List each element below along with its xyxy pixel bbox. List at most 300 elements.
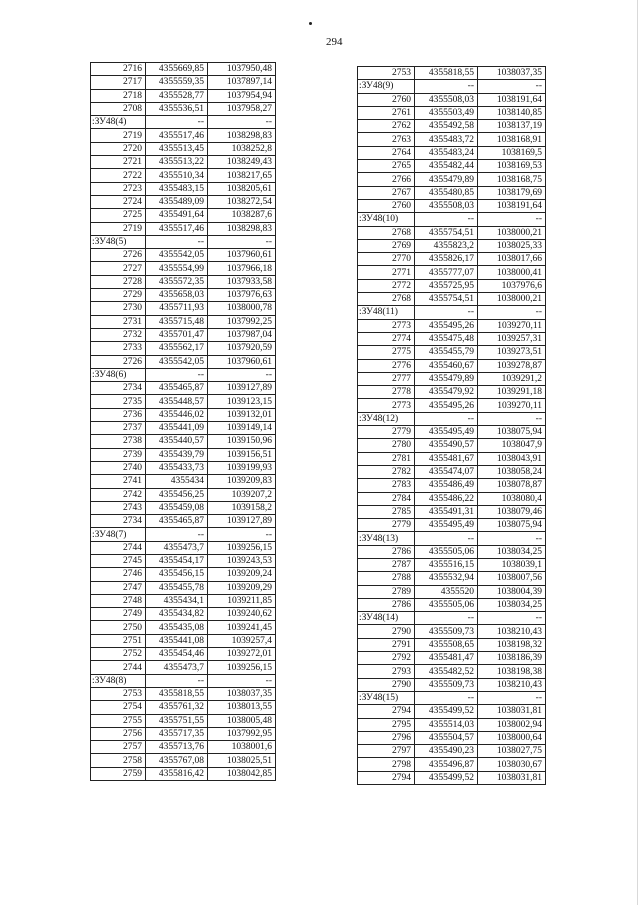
x-coordinate-cell: 4355513,45 bbox=[146, 142, 208, 155]
point-number-cell: 2725 bbox=[91, 209, 146, 222]
x-coordinate-cell: -- bbox=[415, 612, 478, 625]
y-coordinate-cell: 1038249,43 bbox=[208, 156, 276, 169]
x-coordinate-cell: 4355711,93 bbox=[146, 302, 208, 315]
y-coordinate-cell: 1039270,11 bbox=[478, 319, 546, 332]
section-label-cell: :ЗУ48(6) bbox=[91, 368, 146, 381]
x-coordinate-cell: 4355486,49 bbox=[415, 479, 478, 492]
x-coordinate-cell: -- bbox=[146, 116, 208, 129]
table-row bbox=[91, 302, 276, 315]
table-row bbox=[358, 372, 546, 385]
x-coordinate-cell: 4355499,52 bbox=[415, 705, 478, 718]
table-row bbox=[91, 275, 276, 288]
x-coordinate-cell: 4355495,49 bbox=[415, 519, 478, 532]
point-number-cell: 2729 bbox=[91, 289, 146, 302]
y-coordinate-cell: -- bbox=[208, 674, 276, 687]
table-row bbox=[358, 359, 546, 372]
x-coordinate-cell: -- bbox=[415, 412, 478, 425]
table-row bbox=[91, 568, 276, 581]
section-header-row bbox=[358, 80, 546, 93]
x-coordinate-cell: 4355754,51 bbox=[415, 226, 478, 239]
table-row bbox=[358, 199, 546, 212]
section-header-row bbox=[358, 306, 546, 319]
point-number-cell: 2751 bbox=[91, 634, 146, 647]
y-coordinate-cell: 1038079,46 bbox=[478, 505, 546, 518]
y-coordinate-cell: -- bbox=[208, 528, 276, 541]
table-row bbox=[358, 120, 546, 133]
table-row bbox=[358, 146, 546, 159]
x-coordinate-cell: 4355554,99 bbox=[146, 262, 208, 275]
x-coordinate-cell: 4355509,73 bbox=[415, 678, 478, 691]
table-row bbox=[358, 332, 546, 345]
section-header-row bbox=[358, 612, 546, 625]
table-row bbox=[358, 173, 546, 186]
x-coordinate-cell: 4355482,52 bbox=[415, 665, 478, 678]
table-row bbox=[91, 701, 276, 714]
table-row bbox=[91, 661, 276, 674]
x-coordinate-cell: 4355455,79 bbox=[415, 346, 478, 359]
y-coordinate-cell: 1039156,51 bbox=[208, 448, 276, 461]
point-number-cell: 2746 bbox=[91, 568, 146, 581]
table-row bbox=[91, 262, 276, 275]
section-header-row bbox=[91, 116, 276, 129]
table-row bbox=[358, 465, 546, 478]
x-coordinate-cell: 4355435,08 bbox=[146, 621, 208, 634]
y-coordinate-cell: 1038168,91 bbox=[478, 133, 546, 146]
point-number-cell: 2726 bbox=[91, 249, 146, 262]
table-row bbox=[358, 678, 546, 691]
table-row bbox=[358, 519, 546, 532]
point-number-cell: 2738 bbox=[91, 435, 146, 448]
x-coordinate-cell: -- bbox=[415, 80, 478, 93]
x-coordinate-cell: -- bbox=[415, 691, 478, 704]
y-coordinate-cell: 1039207,2 bbox=[208, 488, 276, 501]
x-coordinate-cell: -- bbox=[415, 306, 478, 319]
table-row bbox=[358, 545, 546, 558]
table-row bbox=[91, 594, 276, 607]
y-coordinate-cell: 1038169,53 bbox=[478, 160, 546, 173]
table-row bbox=[91, 328, 276, 341]
point-number-cell: 2743 bbox=[91, 501, 146, 514]
y-coordinate-cell: 1037958,27 bbox=[208, 102, 276, 115]
section-label-cell: :ЗУ48(8) bbox=[91, 674, 146, 687]
point-number-cell: 2790 bbox=[358, 678, 415, 691]
section-label-cell: :ЗУ48(14) bbox=[358, 612, 415, 625]
section-label-cell: :ЗУ48(9) bbox=[358, 80, 415, 93]
x-coordinate-cell: 4355481,67 bbox=[415, 452, 478, 465]
x-coordinate-cell: 4355499,52 bbox=[415, 771, 478, 784]
y-coordinate-cell: 1039127,89 bbox=[208, 382, 276, 395]
table-row bbox=[358, 625, 546, 638]
point-number-cell: 2727 bbox=[91, 262, 146, 275]
point-number-cell: 2736 bbox=[91, 408, 146, 421]
point-number-cell: 2768 bbox=[358, 226, 415, 239]
table-row bbox=[358, 665, 546, 678]
x-coordinate-cell: 4355490,23 bbox=[415, 745, 478, 758]
table-row bbox=[91, 209, 276, 222]
x-coordinate-cell: -- bbox=[146, 528, 208, 541]
y-coordinate-cell: 1038007,56 bbox=[478, 572, 546, 585]
y-coordinate-cell: 1039127,89 bbox=[208, 515, 276, 528]
x-coordinate-cell: 4355559,35 bbox=[146, 76, 208, 89]
scan-dot bbox=[309, 22, 312, 25]
x-coordinate-cell: 4355520 bbox=[415, 585, 478, 598]
y-coordinate-cell: 1039149,14 bbox=[208, 422, 276, 435]
point-number-cell: 2716 bbox=[91, 63, 146, 76]
x-coordinate-cell: 4355516,15 bbox=[415, 558, 478, 571]
y-coordinate-cell: 1039291,18 bbox=[478, 386, 546, 399]
section-label-cell: :ЗУ48(10) bbox=[358, 213, 415, 226]
table-row bbox=[91, 475, 276, 488]
y-coordinate-cell: 1038191,64 bbox=[478, 199, 546, 212]
table-row bbox=[91, 169, 276, 182]
point-number-cell: 2779 bbox=[358, 519, 415, 532]
point-number-cell: 2788 bbox=[358, 572, 415, 585]
point-number-cell: 2722 bbox=[91, 169, 146, 182]
table-row bbox=[91, 195, 276, 208]
point-number-cell: 2789 bbox=[358, 585, 415, 598]
point-number-cell: 2798 bbox=[358, 758, 415, 771]
x-coordinate-cell: 4355460,67 bbox=[415, 359, 478, 372]
x-coordinate-cell: 4355658,03 bbox=[146, 289, 208, 302]
y-coordinate-cell: 1038000,78 bbox=[208, 302, 276, 315]
x-coordinate-cell: 4355481,47 bbox=[415, 652, 478, 665]
y-coordinate-cell: 1037960,61 bbox=[208, 249, 276, 262]
table-row bbox=[358, 758, 546, 771]
point-number-cell: 2748 bbox=[91, 594, 146, 607]
table-row bbox=[358, 266, 546, 279]
point-number-cell: 2767 bbox=[358, 186, 415, 199]
table-row bbox=[358, 386, 546, 399]
table-row bbox=[91, 156, 276, 169]
table-row bbox=[358, 492, 546, 505]
y-coordinate-cell: 1039123,15 bbox=[208, 395, 276, 408]
table-row bbox=[358, 186, 546, 199]
table-row bbox=[91, 767, 276, 780]
point-number-cell: 2772 bbox=[358, 279, 415, 292]
table-row bbox=[358, 133, 546, 146]
y-coordinate-cell: 1038186,39 bbox=[478, 652, 546, 665]
point-number-cell: 2756 bbox=[91, 727, 146, 740]
table-row bbox=[358, 652, 546, 665]
coordinates-table-right bbox=[357, 66, 546, 785]
y-coordinate-cell: -- bbox=[478, 80, 546, 93]
x-coordinate-cell: 4355439,79 bbox=[146, 448, 208, 461]
x-coordinate-cell: 4355434,1 bbox=[146, 594, 208, 607]
point-number-cell: 2778 bbox=[358, 386, 415, 399]
y-coordinate-cell: 1037966,18 bbox=[208, 262, 276, 275]
x-coordinate-cell: 4355483,15 bbox=[146, 182, 208, 195]
point-number-cell: 2753 bbox=[91, 687, 146, 700]
table-row bbox=[91, 541, 276, 554]
table-row bbox=[358, 399, 546, 412]
point-number-cell: 2728 bbox=[91, 275, 146, 288]
x-coordinate-cell: 4355496,87 bbox=[415, 758, 478, 771]
point-number-cell: 2795 bbox=[358, 718, 415, 731]
x-coordinate-cell: 4355489,09 bbox=[146, 195, 208, 208]
point-number-cell: 2784 bbox=[358, 492, 415, 505]
point-number-cell: 2739 bbox=[91, 448, 146, 461]
table-row bbox=[358, 160, 546, 173]
x-coordinate-cell: 4355495,26 bbox=[415, 399, 478, 412]
table-row bbox=[91, 89, 276, 102]
section-header-row bbox=[91, 235, 276, 248]
table-row bbox=[91, 608, 276, 621]
y-coordinate-cell: -- bbox=[208, 235, 276, 248]
x-coordinate-cell: 4355433,73 bbox=[146, 461, 208, 474]
y-coordinate-cell: -- bbox=[478, 532, 546, 545]
y-coordinate-cell: 1039291,2 bbox=[478, 372, 546, 385]
table-row bbox=[91, 63, 276, 76]
y-coordinate-cell: -- bbox=[478, 213, 546, 226]
x-coordinate-cell: 4355767,08 bbox=[146, 754, 208, 767]
x-coordinate-cell: 4355434 bbox=[146, 475, 208, 488]
point-number-cell: 2794 bbox=[358, 771, 415, 784]
y-coordinate-cell: 1039256,15 bbox=[208, 541, 276, 554]
x-coordinate-cell: 4355495,49 bbox=[415, 426, 478, 439]
y-coordinate-cell: 1038042,85 bbox=[208, 767, 276, 780]
table-row bbox=[358, 93, 546, 106]
section-header-row bbox=[358, 532, 546, 545]
x-coordinate-cell: 4355475,48 bbox=[415, 332, 478, 345]
x-coordinate-cell: 4355483,72 bbox=[415, 133, 478, 146]
x-coordinate-cell: 4355505,06 bbox=[415, 545, 478, 558]
point-number-cell: 2740 bbox=[91, 461, 146, 474]
x-coordinate-cell: 4355818,55 bbox=[146, 687, 208, 700]
x-coordinate-cell: 4355479,89 bbox=[415, 372, 478, 385]
y-coordinate-cell: 1038025,33 bbox=[478, 239, 546, 252]
point-number-cell: 2780 bbox=[358, 439, 415, 452]
point-number-cell: 2734 bbox=[91, 382, 146, 395]
point-number-cell: 2776 bbox=[358, 359, 415, 372]
y-coordinate-cell: 1039240,62 bbox=[208, 608, 276, 621]
x-coordinate-cell: 4355508,03 bbox=[415, 199, 478, 212]
x-coordinate-cell: 4355490,57 bbox=[415, 439, 478, 452]
table-row bbox=[91, 515, 276, 528]
point-number-cell: 2755 bbox=[91, 714, 146, 727]
table-row bbox=[91, 687, 276, 700]
point-number-cell: 2717 bbox=[91, 76, 146, 89]
section-header-row bbox=[358, 412, 546, 425]
table-row bbox=[91, 222, 276, 235]
y-coordinate-cell: -- bbox=[208, 116, 276, 129]
y-coordinate-cell: 1038000,64 bbox=[478, 731, 546, 744]
y-coordinate-cell: 1038137,19 bbox=[478, 120, 546, 133]
point-number-cell: 2769 bbox=[358, 239, 415, 252]
y-coordinate-cell: 1038030,67 bbox=[478, 758, 546, 771]
point-number-cell: 2730 bbox=[91, 302, 146, 315]
x-coordinate-cell: 4355441,08 bbox=[146, 634, 208, 647]
y-coordinate-cell: 1039211,85 bbox=[208, 594, 276, 607]
y-coordinate-cell: 1037950,48 bbox=[208, 63, 276, 76]
y-coordinate-cell: 1038198,32 bbox=[478, 638, 546, 651]
point-number-cell: 2768 bbox=[358, 293, 415, 306]
x-coordinate-cell: 4355562,17 bbox=[146, 342, 208, 355]
point-number-cell: 2771 bbox=[358, 266, 415, 279]
point-number-cell: 2787 bbox=[358, 558, 415, 571]
y-coordinate-cell: 1038025,51 bbox=[208, 754, 276, 767]
point-number-cell: 2726 bbox=[91, 355, 146, 368]
y-coordinate-cell: 1039278,87 bbox=[478, 359, 546, 372]
x-coordinate-cell: 4355465,87 bbox=[146, 382, 208, 395]
section-label-cell: :ЗУ48(13) bbox=[358, 532, 415, 545]
y-coordinate-cell: 1038252,8 bbox=[208, 142, 276, 155]
point-number-cell: 2786 bbox=[358, 545, 415, 558]
x-coordinate-cell: 4355446,02 bbox=[146, 408, 208, 421]
y-coordinate-cell: 1039150,96 bbox=[208, 435, 276, 448]
x-coordinate-cell: 4355532,94 bbox=[415, 572, 478, 585]
point-number-cell: 2744 bbox=[91, 541, 146, 554]
y-coordinate-cell: 1038005,48 bbox=[208, 714, 276, 727]
x-coordinate-cell: 4355454,17 bbox=[146, 554, 208, 567]
y-coordinate-cell: 1039272,01 bbox=[208, 648, 276, 661]
point-number-cell: 2724 bbox=[91, 195, 146, 208]
y-coordinate-cell: 1039209,29 bbox=[208, 581, 276, 594]
table-row bbox=[358, 479, 546, 492]
x-coordinate-cell: 4355483,24 bbox=[415, 146, 478, 159]
y-coordinate-cell: 1037960,61 bbox=[208, 355, 276, 368]
point-number-cell: 2783 bbox=[358, 479, 415, 492]
point-number-cell: 2782 bbox=[358, 465, 415, 478]
x-coordinate-cell: 4355508,03 bbox=[415, 93, 478, 106]
point-number-cell: 2733 bbox=[91, 342, 146, 355]
point-number-cell: 2708 bbox=[91, 102, 146, 115]
point-number-cell: 2753 bbox=[358, 67, 415, 80]
table-row bbox=[91, 581, 276, 594]
table-row bbox=[358, 226, 546, 239]
x-coordinate-cell: 4355510,34 bbox=[146, 169, 208, 182]
table-row bbox=[358, 638, 546, 651]
x-coordinate-cell: 4355517,46 bbox=[146, 129, 208, 142]
x-coordinate-cell: 4355505,06 bbox=[415, 598, 478, 611]
y-coordinate-cell: 1038169,5 bbox=[478, 146, 546, 159]
section-header-row bbox=[91, 674, 276, 687]
y-coordinate-cell: 1038000,21 bbox=[478, 293, 546, 306]
x-coordinate-cell: 4355818,55 bbox=[415, 67, 478, 80]
y-coordinate-cell: 1038058,24 bbox=[478, 465, 546, 478]
y-coordinate-cell: -- bbox=[208, 368, 276, 381]
point-number-cell: 2758 bbox=[91, 754, 146, 767]
y-coordinate-cell: 1039270,11 bbox=[478, 399, 546, 412]
x-coordinate-cell: 4355473,7 bbox=[146, 661, 208, 674]
point-number-cell: 2763 bbox=[358, 133, 415, 146]
table-row bbox=[91, 102, 276, 115]
table-row bbox=[358, 598, 546, 611]
y-coordinate-cell: 1038031,81 bbox=[478, 705, 546, 718]
point-number-cell: 2785 bbox=[358, 505, 415, 518]
x-coordinate-cell: 4355725,95 bbox=[415, 279, 478, 292]
x-coordinate-cell: 4355482,44 bbox=[415, 160, 478, 173]
section-label-cell: :ЗУ48(11) bbox=[358, 306, 415, 319]
table-row bbox=[91, 382, 276, 395]
x-coordinate-cell: -- bbox=[415, 213, 478, 226]
x-coordinate-cell: 4355508,65 bbox=[415, 638, 478, 651]
y-coordinate-cell: 1039209,24 bbox=[208, 568, 276, 581]
point-number-cell: 2793 bbox=[358, 665, 415, 678]
x-coordinate-cell: 4355480,85 bbox=[415, 186, 478, 199]
table-row bbox=[91, 714, 276, 727]
x-coordinate-cell: -- bbox=[146, 368, 208, 381]
y-coordinate-cell: 1039257,4 bbox=[208, 634, 276, 647]
point-number-cell: 2742 bbox=[91, 488, 146, 501]
y-coordinate-cell: 1038080,4 bbox=[478, 492, 546, 505]
table-row bbox=[358, 771, 546, 784]
y-coordinate-cell: 1038034,25 bbox=[478, 545, 546, 558]
x-coordinate-cell: 4355513,22 bbox=[146, 156, 208, 169]
y-coordinate-cell: 1038205,61 bbox=[208, 182, 276, 195]
table-row bbox=[358, 572, 546, 585]
point-number-cell: 2786 bbox=[358, 598, 415, 611]
section-header-row bbox=[91, 528, 276, 541]
point-number-cell: 2779 bbox=[358, 426, 415, 439]
y-coordinate-cell: 1038034,25 bbox=[478, 598, 546, 611]
point-number-cell: 2757 bbox=[91, 741, 146, 754]
x-coordinate-cell: 4355492,58 bbox=[415, 120, 478, 133]
table-row bbox=[358, 705, 546, 718]
point-number-cell: 2732 bbox=[91, 328, 146, 341]
y-coordinate-cell: 1038000,21 bbox=[478, 226, 546, 239]
x-coordinate-cell: 4355479,89 bbox=[415, 173, 478, 186]
y-coordinate-cell: 1038013,55 bbox=[208, 701, 276, 714]
point-number-cell: 2759 bbox=[91, 767, 146, 780]
point-number-cell: 2796 bbox=[358, 731, 415, 744]
x-coordinate-cell: 4355777,07 bbox=[415, 266, 478, 279]
y-coordinate-cell: 1037976,6 bbox=[478, 279, 546, 292]
y-coordinate-cell: 1038002,94 bbox=[478, 718, 546, 731]
y-coordinate-cell: -- bbox=[478, 412, 546, 425]
y-coordinate-cell: -- bbox=[478, 306, 546, 319]
y-coordinate-cell: 1038210,43 bbox=[478, 625, 546, 638]
y-coordinate-cell: 1039199,93 bbox=[208, 461, 276, 474]
point-number-cell: 2721 bbox=[91, 156, 146, 169]
y-coordinate-cell: 1037920,59 bbox=[208, 342, 276, 355]
table-row bbox=[91, 249, 276, 262]
table-row bbox=[358, 106, 546, 119]
x-coordinate-cell: 4355751,55 bbox=[146, 714, 208, 727]
table-row bbox=[91, 461, 276, 474]
table-row bbox=[358, 319, 546, 332]
point-number-cell: 2750 bbox=[91, 621, 146, 634]
table-row bbox=[91, 182, 276, 195]
table-row bbox=[91, 142, 276, 155]
x-coordinate-cell: 4355465,87 bbox=[146, 515, 208, 528]
table-row bbox=[358, 293, 546, 306]
section-header-row bbox=[358, 213, 546, 226]
table-row bbox=[91, 435, 276, 448]
table-row bbox=[91, 76, 276, 89]
x-coordinate-cell: 4355816,42 bbox=[146, 767, 208, 780]
x-coordinate-cell: 4355441,09 bbox=[146, 422, 208, 435]
y-coordinate-cell: 1038272,54 bbox=[208, 195, 276, 208]
point-number-cell: 2723 bbox=[91, 182, 146, 195]
point-number-cell: 2741 bbox=[91, 475, 146, 488]
table-row bbox=[91, 727, 276, 740]
x-coordinate-cell: 4355448,57 bbox=[146, 395, 208, 408]
point-number-cell: 2777 bbox=[358, 372, 415, 385]
table-row bbox=[91, 315, 276, 328]
point-number-cell: 2752 bbox=[91, 648, 146, 661]
y-coordinate-cell: 1038043,91 bbox=[478, 452, 546, 465]
table-row bbox=[358, 731, 546, 744]
table-row bbox=[91, 422, 276, 435]
y-coordinate-cell: -- bbox=[478, 612, 546, 625]
point-number-cell: 2734 bbox=[91, 515, 146, 528]
y-coordinate-cell: 1038287,6 bbox=[208, 209, 276, 222]
point-number-cell: 2737 bbox=[91, 422, 146, 435]
table-row bbox=[91, 501, 276, 514]
y-coordinate-cell: 1038027,75 bbox=[478, 745, 546, 758]
y-coordinate-cell: 1038140,85 bbox=[478, 106, 546, 119]
table-row bbox=[91, 129, 276, 142]
